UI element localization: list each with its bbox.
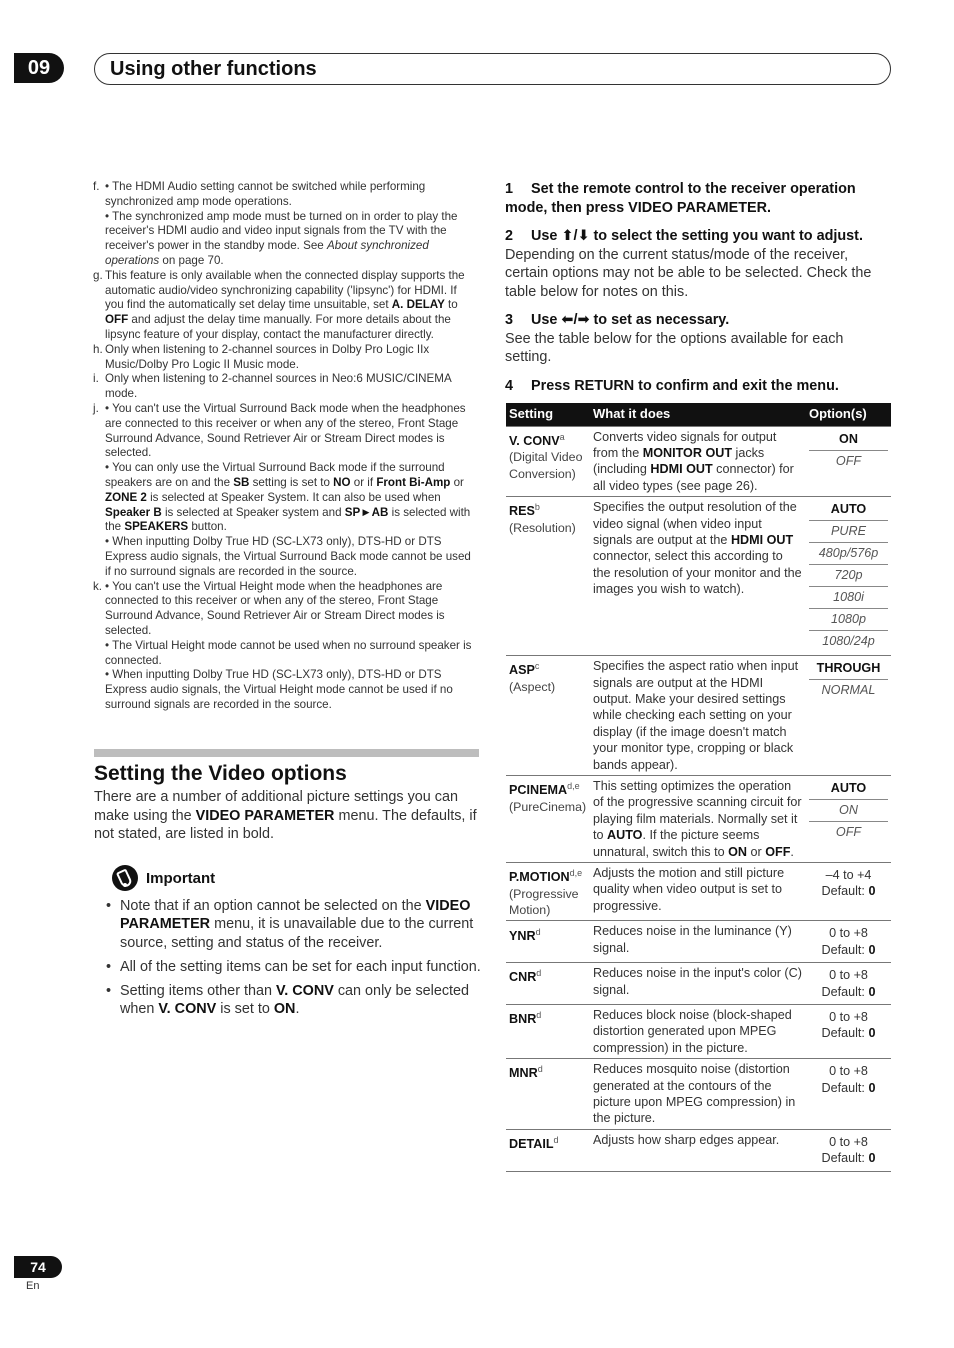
footnote-text: Only when listening to 2-channel sources in Dolby Pro Logic IIx Music/Dolby Pro Logic II Music mode. — [105, 342, 430, 371]
footnote-text: This feature is only available when the connected display supports the automatic audio/video synchronizing capability ('lipsync') for HDMI. If you find the automatically set delay time unsuitable, set A. DELAY to OFF and adjust the delay time manually. For more details about the lipsync feature of your display, contact the manufacturer directly. — [105, 268, 465, 341]
footnote-h — [93, 343, 478, 373]
footnote-text: • You can only use the Virtual Surround Back mode if the surround speakers are on and the SB setting is set to NO or if Front Bi-Amp or ZONE 2 is selected at Speaker System. It can also be used when Speaker B is selected at Speaker system and SP►AB is selected with the SPEAKERS button. — [105, 461, 471, 534]
important-icon — [112, 865, 138, 891]
footnote-k — [93, 580, 478, 713]
section-title: Setting the Video options — [94, 762, 347, 785]
step-body: Depending on the current status/mode of the receiver, certain options may not be able to be selected. Check the table below for notes on this. — [505, 246, 872, 300]
footnote-text: • You can't use the Virtual Height mode when the headphones are connected to this receiver or when any of the stereo, Front Stage Surround Advance, Sound Retriever Air or Stream Direct modes is selected. — [105, 579, 445, 637]
table-row: RES$^b$ (Resolution) Specifies the output resolution of the video signal (when video input signals are output at the HDMI OUT connector, select this according to the resolution of your monitor and the images you wish to watch). AUTO PURE 480p/576p 720p 1080i 1080p 1080/24p — [506, 497, 891, 656]
table-row: BNR$^d$ Reduces block noise (block-shaped distortion generated upon MPEG compression) in the picture. 0 to +8 Default: 0 — [506, 1005, 891, 1059]
step-1: 1 Set the remote control to the receiver operation mode, then press VIDEO PARAMETER. — [505, 181, 856, 216]
table-row: ASP$^c$ (Aspect) Specifies the aspect ratio when input signals are output at the HDMI output. Make your desired settings while checking each setting on your display (if the image doesn't match your monitor type, cropping or black bands appear). THROUGH NORMAL — [506, 656, 891, 776]
section-divider — [94, 749, 479, 757]
footnote-j — [93, 402, 478, 580]
column-header-what: What it does — [590, 403, 806, 426]
table-row: PCINEMA$^{d,e}$ (PureCinema) This setting optimizes the operation of the progressive scanning circuit for playing film materials. Normally set it to AUTO. If the picture seems unnatural, switch this to ON or OFF. AUTO ON OFF — [506, 775, 891, 862]
important-list — [104, 897, 482, 1025]
chapter-title: Using other functions — [94, 53, 891, 85]
footnote-label: g. — [93, 268, 103, 282]
footnote-label: k. — [93, 579, 103, 593]
list-item: • Setting items other than V. CONV can only be selected when V. CONV is set to ON. — [104, 982, 482, 1019]
table-header-row — [506, 403, 891, 426]
footnote-text: • The Virtual Height mode cannot be used when no surround speaker is connected. — [105, 638, 472, 667]
list-item: • Note that if an option cannot be selected on the VIDEO PARAMETER menu, it is unavailable due to the current source, setting and status of the receiver. — [104, 897, 482, 952]
table-row: CNR$^d$ Reduces noise in the input's color (C) signal. 0 to +8 Default: 0 — [506, 963, 891, 1005]
table-row: YNR$^d$ Reduces noise in the luminance (Y) signal. 0 to +8 Default: 0 — [506, 921, 891, 963]
step-4: 4 Press RETURN to confirm and exit the menu. — [505, 377, 839, 394]
instruction-steps — [505, 180, 891, 405]
footnote-text: • When inputting Dolby True HD (SC-LX73 only), DTS-HD or DTS Express audio signals, the Virtual Height mode cannot be used if no surround signals are recorded in the source. — [105, 668, 453, 711]
important-heading — [112, 864, 215, 892]
table-row: MNR$^d$ Reduces mosquito noise (distortion generated at the contours of the picture upon MPEG compression) in the picture. 0 to +8 Default: 0 — [506, 1059, 891, 1130]
list-item: • All of the setting items can be set for each input function. — [104, 958, 482, 976]
column-header-setting: Setting — [506, 403, 590, 426]
page-number: 74 — [14, 1256, 62, 1278]
step-3: 3 Use ⬅/➡ to set as necessary. See the table below for the options available for each setting. — [505, 311, 891, 367]
footnote-text: • When inputting Dolby True HD (SC-LX73 only), DTS-HD or DTS Express audio signals, the Virtual Surround Back mode cannot be used if no surround signals are recorded in the source. — [105, 535, 471, 578]
section-intro: There are a number of additional picture settings you can make using the VIDEO PARAMETER menu. The defaults, if not stated, are listed in bold. — [94, 789, 477, 842]
footnote-text: Only when listening to 2-channel sources in Neo:6 MUSIC/CINEMA mode. — [105, 372, 452, 401]
column-header-options: Option(s) — [806, 403, 891, 426]
footnote-f — [93, 180, 478, 269]
footnote-text: • The synchronized amp mode must be turned on in order to play the receiver's HDMI audio and video input signals from the TV with the receiver's power in the standby mode. See About synchronized operations on page 70. — [105, 209, 458, 267]
footnote-i — [93, 372, 478, 402]
footnote-text: • You can't use the Virtual Surround Back mode when the headphones are connected to this receiver or when any of the stereo, Front Stage Surround Advance, Sound Retriever Air or Stream Direct modes is selected. — [105, 401, 466, 460]
footnote-g — [93, 269, 478, 343]
footnote-label: i. — [93, 372, 99, 386]
step-body: See the table below for the options available for each setting. — [505, 330, 844, 365]
footnote-label: j. — [93, 401, 99, 415]
footnote-text: • The HDMI Audio setting cannot be switched while performing synchronized amp mode operations. — [105, 180, 426, 208]
important-label: Important — [146, 869, 216, 887]
language-label: En — [26, 1280, 40, 1292]
footnotes — [93, 180, 478, 713]
chapter-number: 09 — [14, 53, 64, 83]
video-settings-table — [506, 403, 891, 1172]
table-row: DETAIL$^d$ Adjusts how sharp edges appear. 0 to +8 Default: 0 — [506, 1129, 891, 1171]
footnote-label: f. — [93, 180, 100, 193]
step-2: 2 Use ⬆/⬇ to select the setting you want to adjust. Depending on the current status/mode of the receiver, certain options may not be able to be selected. Check the table below for notes on this. — [505, 227, 891, 301]
table-row: V. CONV$^a$ (Digital Video Conversion) Converts video signals for output from the MONITOR OUT jacks (including HDMI OUT connector) for all video types (see page 26). ON OFF — [506, 426, 891, 497]
table-row: P.MOTION$^{d,e}$ (Progressive Motion) Adjusts the motion and still picture quality when video output is set to progressive. –4 to +4 Default: 0 — [506, 863, 891, 921]
footnote-label: h. — [93, 342, 103, 356]
